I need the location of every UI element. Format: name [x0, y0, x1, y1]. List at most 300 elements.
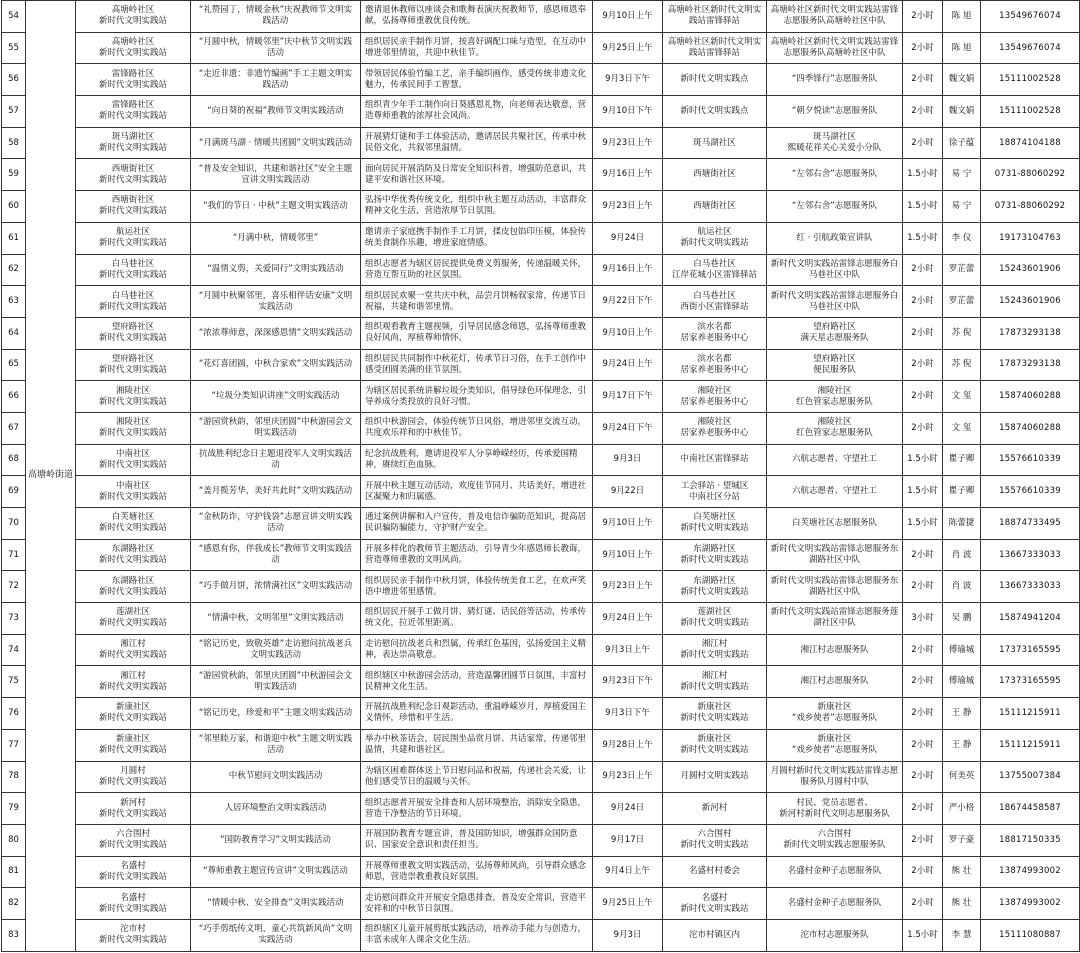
- duration-cell: 2小时: [903, 824, 943, 856]
- duration-cell: 1.5小时: [903, 476, 943, 508]
- team-cell: 沱市村志愿服务队: [767, 919, 903, 951]
- table-row: [2, 793, 1080, 825]
- table-row: [2, 222, 1080, 254]
- phone-cell: 15874941204: [981, 603, 1080, 635]
- unit-cell: 东湖路社区 新时代文明实践站: [76, 571, 191, 603]
- row-number: 75: [2, 666, 26, 698]
- place-cell: 新时代文明实践点: [663, 96, 767, 128]
- unit-cell: 新康社区 新时代文明实践站: [76, 698, 191, 730]
- phone-cell: 15576610339: [981, 444, 1080, 476]
- phone-cell: 0731-88060292: [981, 191, 1080, 223]
- duration-cell: 3小时: [903, 603, 943, 635]
- team-cell: “左邻右舍”志愿服务队: [767, 159, 903, 191]
- time-cell: 9月24日: [593, 793, 663, 825]
- phone-cell: 13667333033: [981, 539, 1080, 571]
- table-row: [2, 539, 1080, 571]
- phone-cell: 15243601906: [981, 286, 1080, 318]
- time-cell: 9月17日下午: [593, 381, 663, 413]
- duration-cell: 2小时: [903, 793, 943, 825]
- contact-cell: 傅瑜城: [943, 634, 981, 666]
- unit-cell: 六合围村 新时代文明实践站: [76, 824, 191, 856]
- place-cell: 东湖路社区 新时代文明实践站: [663, 539, 767, 571]
- phone-cell: 15111080887: [981, 919, 1080, 951]
- team-cell: 红 · 引航政策宣讲队: [767, 222, 903, 254]
- duration-cell: 2小时: [903, 856, 943, 888]
- table-row: [2, 1, 1080, 33]
- duration-cell: 2小时: [903, 64, 943, 96]
- duration-cell: 2小时: [903, 96, 943, 128]
- team-cell: 名盛村金种子志愿服务队: [767, 856, 903, 888]
- unit-cell: 湘江村 新时代文明实践站: [76, 666, 191, 698]
- contact-cell: 吴 鹏: [943, 603, 981, 635]
- phone-cell: 15243601906: [981, 254, 1080, 286]
- time-cell: 9月3日上午: [593, 634, 663, 666]
- row-number: 71: [2, 539, 26, 571]
- table-row: [2, 603, 1080, 635]
- contact-cell: 瞿子卿: [943, 444, 981, 476]
- duration-cell: 2小时: [903, 761, 943, 793]
- phone-cell: 15874060288: [981, 412, 1080, 444]
- time-cell: 9月3日: [593, 919, 663, 951]
- activity-content-cell: 组织辖区中秋游园会活动，营造温馨团圆节日氛围，丰富村民精神文化生活。: [361, 666, 593, 698]
- table-row: [2, 317, 1080, 349]
- duration-cell: 2小时: [903, 254, 943, 286]
- activity-name-cell: 抗战胜利纪念日主题退役军人文明实践活动: [191, 444, 361, 476]
- row-number: 63: [2, 286, 26, 318]
- duration-cell: 1.5小时: [903, 444, 943, 476]
- activity-content-cell: 开展尊师重教文明实践活动，弘扬尊师风尚，引导群众感念师恩，营造崇教重教良好氛围。: [361, 856, 593, 888]
- place-cell: 湘江村 新时代文明实践站: [663, 666, 767, 698]
- table-row: [2, 666, 1080, 698]
- time-cell: 9月23日上午: [593, 127, 663, 159]
- unit-cell: 中南社区 新时代文明实践站: [76, 476, 191, 508]
- row-number: 62: [2, 254, 26, 286]
- activity-name-cell: “月圆中秋，情暖邻里”庆中秋节文明实践活动: [191, 32, 361, 64]
- place-cell: 工会驿站 · 望城区 中南社区分站: [663, 476, 767, 508]
- duration-cell: 1.5小时: [903, 222, 943, 254]
- team-cell: 新时代文明实践站雷锋志愿服务莲湖社区中队: [767, 603, 903, 635]
- phone-cell: 18674458587: [981, 793, 1080, 825]
- place-cell: 新康社区 新时代文明实践站: [663, 698, 767, 730]
- time-cell: 9月28日上午: [593, 729, 663, 761]
- duration-cell: 1.5小时: [903, 508, 943, 540]
- table-row: [2, 888, 1080, 920]
- unit-cell: 航运社区 新时代文明实践站: [76, 222, 191, 254]
- contact-cell: 陈蕾捷: [943, 508, 981, 540]
- table-row: [2, 64, 1080, 96]
- place-cell: 西塘街社区: [663, 191, 767, 223]
- unit-cell: 高塘岭社区 新时代文明实践站: [76, 32, 191, 64]
- contact-cell: 陈 旭: [943, 32, 981, 64]
- phone-cell: 13549676074: [981, 32, 1080, 64]
- activity-name-cell: “花灯喜团圆，中秋合家欢”文明实践活动: [191, 349, 361, 381]
- place-cell: 东湖路社区 新时代文明实践站: [663, 571, 767, 603]
- team-cell: 湘江村志愿服务队: [767, 666, 903, 698]
- activity-content-cell: 走访慰问群众并开展安全隐患排查，普及安全常识，营造平安祥和的中秋节日氛围。: [361, 888, 593, 920]
- table-row: [2, 698, 1080, 730]
- unit-cell: 西塘街社区 新时代文明实践站: [76, 191, 191, 223]
- contact-cell: 何美英: [943, 761, 981, 793]
- team-cell: 新时代文明实践站雷锋志愿服务东湖路社区中队: [767, 571, 903, 603]
- activity-content-cell: 开展抗战胜利纪念日观影活动，重温峥嵘岁月，厚植爱国主义情怀，珍惜和平生活。: [361, 698, 593, 730]
- table-row: [2, 824, 1080, 856]
- duration-cell: 2小时: [903, 888, 943, 920]
- place-cell: 高塘岭社区新时代文明实践站雷锋驿站: [663, 1, 767, 33]
- activity-content-cell: 面向居民开展消防及日常安全知识科普，增强防范意识，共建平安和谐社区环境。: [361, 159, 593, 191]
- activity-name-cell: “垃圾分类知识讲座”文明实践活动: [191, 381, 361, 413]
- row-number: 60: [2, 191, 26, 223]
- time-cell: 9月10日上午: [593, 508, 663, 540]
- table-row: [2, 286, 1080, 318]
- phone-cell: 17373165595: [981, 634, 1080, 666]
- activity-content-cell: 弘扬中华优秀传统文化，组织中秋主题互动活动，丰富群众精神文化生活，营造浓厚节日氛围。: [361, 191, 593, 223]
- table-row: [2, 444, 1080, 476]
- phone-cell: 18817150335: [981, 824, 1080, 856]
- phone-cell: 15111215911: [981, 698, 1080, 730]
- activity-name-cell: “温情义剪，关爱同行”文明实践活动: [191, 254, 361, 286]
- time-cell: 9月23日下午: [593, 666, 663, 698]
- place-cell: 名盛村村委会: [663, 856, 767, 888]
- time-cell: 9月3日下午: [593, 698, 663, 730]
- time-cell: 9月22日下午: [593, 286, 663, 318]
- team-cell: 六航志愿者、守望社工: [767, 444, 903, 476]
- duration-cell: 2小时: [903, 539, 943, 571]
- team-cell: 高塘岭社区新时代文明实践站雷锋志愿服务队高塘岭社区中队: [767, 1, 903, 33]
- time-cell: 9月24日上午: [593, 349, 663, 381]
- unit-cell: 望府路社区 新时代文明实践站: [76, 349, 191, 381]
- unit-cell: 湘陵社区 新时代文明实践站: [76, 412, 191, 444]
- time-cell: 9月24日: [593, 222, 663, 254]
- team-cell: 新时代文明实践站雷锋志愿服务白马巷社区中队: [767, 254, 903, 286]
- place-cell: 湘江村 新时代文明实践站: [663, 634, 767, 666]
- table-row: [2, 508, 1080, 540]
- table-row: [2, 856, 1080, 888]
- duration-cell: 1.5小时: [903, 919, 943, 951]
- activity-content-cell: 开展多样化的教师节主题活动，引导青少年感恩师长教诲，营造尊师重教的文明风尚。: [361, 539, 593, 571]
- time-cell: 9月23日上午: [593, 761, 663, 793]
- place-cell: 月圆村文明实践站: [663, 761, 767, 793]
- place-cell: 莲湖社区 新时代文明实践站: [663, 603, 767, 635]
- contact-cell: 徐子蕴: [943, 127, 981, 159]
- team-cell: 名盛村金种子志愿服务队: [767, 888, 903, 920]
- activity-content-cell: 带领居民体验竹编工艺，亲手编织画作，感受传统非遗文化魅力，传承民间手工智慧。: [361, 64, 593, 96]
- contact-cell: 瞿子卿: [943, 476, 981, 508]
- row-number: 54: [2, 1, 26, 33]
- team-cell: 望府路社区 满天星志愿服务队: [767, 317, 903, 349]
- row-number: 65: [2, 349, 26, 381]
- place-cell: 滨水名都 居家养老服务中心: [663, 317, 767, 349]
- phone-cell: 18874733495: [981, 508, 1080, 540]
- time-cell: 9月16日上午: [593, 254, 663, 286]
- row-number: 56: [2, 64, 26, 96]
- duration-cell: 2小时: [903, 729, 943, 761]
- place-cell: 湘陵社区 居家养老服务中心: [663, 381, 767, 413]
- duration-cell: 2小时: [903, 698, 943, 730]
- contact-cell: 李 仪: [943, 222, 981, 254]
- activity-content-cell: 组织青少年手工制作向日葵感恩礼物，向老师表达敬意，营造尊师重教的浓厚社会风尚。: [361, 96, 593, 128]
- place-cell: 白芙塘社区 新时代文明实践站: [663, 508, 767, 540]
- time-cell: 9月10日上午: [593, 317, 663, 349]
- activity-content-cell: 组织辖区儿童开展剪纸实践活动，培养动手能力与创造力，丰富未成年人课余文化生活。: [361, 919, 593, 951]
- row-number: 76: [2, 698, 26, 730]
- activity-content-cell: 组织居民欢聚一堂共庆中秋，品尝月饼畅叙家常，传递节日祝福，共建和谐邻里情。: [361, 286, 593, 318]
- activity-name-cell: “月圆中秋聚邻里，喜乐相伴话安康”文明实践活动: [191, 286, 361, 318]
- time-cell: 9月23日上午: [593, 191, 663, 223]
- activity-name-cell: “盖月揽芳华，美好共此时”文明实践活动: [191, 476, 361, 508]
- activity-content-cell: 开展国防教育专题宣讲，普及国防知识，增强群众国防意识、国家安全意识和责任担当。: [361, 824, 593, 856]
- phone-cell: 13874993002: [981, 856, 1080, 888]
- time-cell: 9月24日下午: [593, 412, 663, 444]
- table-row: [2, 476, 1080, 508]
- activity-name-cell: 中秋节慰问文明实践活动: [191, 761, 361, 793]
- activity-content-cell: 组织居民亲手制作中秋月饼，体验传统美食工艺，在欢声笑语中增进邻里感情。: [361, 571, 593, 603]
- contact-cell: 罗芷蕾: [943, 254, 981, 286]
- duration-cell: 2小时: [903, 349, 943, 381]
- team-cell: 新时代文明实践站雷锋志愿服务东湖路社区中队: [767, 539, 903, 571]
- activity-name-cell: “游园赏秋韵，邻里庆团圆”中秋游园会文明实践活动: [191, 412, 361, 444]
- activity-content-cell: 组织居民开展手工做月饼、猜灯谜、话民俗等活动，传承传统文化，拉近邻里距离。: [361, 603, 593, 635]
- contact-cell: 魏文娟: [943, 64, 981, 96]
- contact-cell: 肖 波: [943, 539, 981, 571]
- activity-content-cell: 开展中秋主题互动活动，欢度佳节同月、共话美好，增进社区凝聚力和归属感。: [361, 476, 593, 508]
- row-number: 77: [2, 729, 26, 761]
- duration-cell: 2小时: [903, 571, 943, 603]
- activity-content-cell: 为辖区困难群体送上节日慰问品和祝福，传递社会关爱，让他们感受节日的温暖与关怀。: [361, 761, 593, 793]
- activity-name-cell: “礼赞园丁，情暖金秋”庆祝教师节文明实践活动: [191, 1, 361, 33]
- row-number: 82: [2, 888, 26, 920]
- unit-cell: 沱市村 新时代文明实践站: [76, 919, 191, 951]
- team-cell: 新康社区 “戏乡使者”志愿服务队: [767, 729, 903, 761]
- phone-cell: 18874104188: [981, 127, 1080, 159]
- row-number: 81: [2, 856, 26, 888]
- activity-content-cell: 纪念抗战胜利，邀请退役军人分享峥嵘经历，传承爱国精神，赓续红色血脉。: [361, 444, 593, 476]
- activity-name-cell: 人居环境整治文明实践活动: [191, 793, 361, 825]
- activity-content-cell: 走访慰问抗战老兵和烈属，传承红色基因，弘扬爱国主义精神，表达崇高敬意。: [361, 634, 593, 666]
- place-cell: 斑马湖社区: [663, 127, 767, 159]
- activity-name-cell: “巧手做月饼，浓情满社区”文明实践活动: [191, 571, 361, 603]
- duration-cell: 1.5小时: [903, 191, 943, 223]
- activity-table: [1, 0, 1080, 952]
- table-row: [2, 254, 1080, 286]
- phone-cell: 19173104763: [981, 222, 1080, 254]
- row-number: 68: [2, 444, 26, 476]
- table-row: [2, 571, 1080, 603]
- duration-cell: 2小时: [903, 32, 943, 64]
- duration-cell: 1.5小时: [903, 159, 943, 191]
- phone-cell: 13667333033: [981, 571, 1080, 603]
- row-number: 69: [2, 476, 26, 508]
- activity-name-cell: “我们的节日 · 中秋”主题文明实践活动: [191, 191, 361, 223]
- contact-cell: 文 玺: [943, 412, 981, 444]
- row-number: 59: [2, 159, 26, 191]
- team-cell: 新时代文明实践站雷锋志愿服务白马巷社区中队: [767, 286, 903, 318]
- place-cell: 西塘街社区: [663, 159, 767, 191]
- row-number: 83: [2, 919, 26, 951]
- activity-content-cell: 为辖区居民系统讲解垃圾分类知识，倡导绿色环保理念，引导养成分类投放的良好习惯。: [361, 381, 593, 413]
- contact-cell: 易 宁: [943, 159, 981, 191]
- activity-name-cell: “国防教育学习”文明实践活动: [191, 824, 361, 856]
- time-cell: 9月23日上午: [593, 571, 663, 603]
- duration-cell: 2小时: [903, 666, 943, 698]
- contact-cell: 苏 倪: [943, 349, 981, 381]
- contact-cell: 罗子豪: [943, 824, 981, 856]
- team-cell: 村民、党员志愿者、 新河村新时代文明志愿服务队: [767, 793, 903, 825]
- phone-cell: 17373165595: [981, 666, 1080, 698]
- duration-cell: 2小时: [903, 317, 943, 349]
- row-number: 64: [2, 317, 26, 349]
- table-row: [2, 127, 1080, 159]
- phone-cell: 15111002528: [981, 64, 1080, 96]
- table-row: [2, 919, 1080, 951]
- activity-name-cell: “普及安全知识，共建和谐社区”安全主题宣讲文明实践活动: [191, 159, 361, 191]
- activity-content-cell: 邀请退休教师以座谈会和歌舞表演庆祝教师节，感恩师恩奉献，弘扬尊师重教优良传统。: [361, 1, 593, 33]
- contact-cell: 罗芷蕾: [943, 286, 981, 318]
- place-cell: 六合围村 新时代文明实践站: [663, 824, 767, 856]
- unit-cell: 望府路社区 新时代文明实践站: [76, 317, 191, 349]
- table-row: [2, 96, 1080, 128]
- team-cell: 六航志愿者、守望社工: [767, 476, 903, 508]
- table-row: [2, 381, 1080, 413]
- unit-cell: 斑马湖社区 新时代文明实践站: [76, 127, 191, 159]
- table-row: [2, 32, 1080, 64]
- table-row: [2, 349, 1080, 381]
- contact-cell: 傅瑜城: [943, 666, 981, 698]
- unit-cell: 白马巷社区 新时代文明实践站: [76, 286, 191, 318]
- team-cell: “朝夕悦读”志愿服务队: [767, 96, 903, 128]
- row-number: 70: [2, 508, 26, 540]
- contact-cell: 熊 壮: [943, 888, 981, 920]
- row-number: 72: [2, 571, 26, 603]
- phone-cell: 15874060288: [981, 381, 1080, 413]
- table-row: [2, 412, 1080, 444]
- activity-content-cell: 组织志愿者为辖区居民提供免费义剪服务，传递温暖关怀，营造互帮互助的社区氛围。: [361, 254, 593, 286]
- place-cell: 新河村: [663, 793, 767, 825]
- time-cell: 9月17日: [593, 824, 663, 856]
- duration-cell: 2小时: [903, 412, 943, 444]
- contact-cell: 熊 壮: [943, 856, 981, 888]
- place-cell: 滨水名都 居家养老服务中心: [663, 349, 767, 381]
- team-cell: 白芙塘社区志愿服务队: [767, 508, 903, 540]
- activity-name-cell: “游园赏秋韵，邻里庆团圆”中秋游园会文明实践活动: [191, 666, 361, 698]
- team-cell: 高塘岭社区新时代文明实践站雷锋志愿服务队高塘岭社区中队: [767, 32, 903, 64]
- contact-cell: 陈 旭: [943, 1, 981, 33]
- row-number: 74: [2, 634, 26, 666]
- place-cell: 新康社区 新时代文明实践站: [663, 729, 767, 761]
- duration-cell: 2小时: [903, 286, 943, 318]
- team-cell: 望府路社区 便民服务队: [767, 349, 903, 381]
- time-cell: 9月16日上午: [593, 159, 663, 191]
- time-cell: 9月4日上午: [593, 856, 663, 888]
- table-row: [2, 761, 1080, 793]
- unit-cell: 莲湖社区 新时代文明实践站: [76, 603, 191, 635]
- phone-cell: 17873293138: [981, 317, 1080, 349]
- place-cell: 沱市村镇区内: [663, 919, 767, 951]
- team-cell: 新康社区 “戏乡使者”志愿服务队: [767, 698, 903, 730]
- contact-cell: 王 静: [943, 729, 981, 761]
- activity-content-cell: 组织居民共同制作中秋花灯，传承节日习俗，在手工创作中感受团圆美满的佳节氛围。: [361, 349, 593, 381]
- place-cell: 新时代文明实践点: [663, 64, 767, 96]
- time-cell: 9月25日上午: [593, 32, 663, 64]
- team-cell: 湘陵社区 红色管家志愿服务队: [767, 381, 903, 413]
- team-cell: 湘江村志愿服务队: [767, 634, 903, 666]
- activity-content-cell: 组织观看教育主题视频，引导居民感念师恩，弘扬尊师重教良好风尚，厚植尊师情怀。: [361, 317, 593, 349]
- time-cell: 9月10日下午: [593, 96, 663, 128]
- activity-name-cell: “月满斑马湖 · 情暖共团圆”文明实践活动: [191, 127, 361, 159]
- unit-cell: 东湖路社区 新时代文明实践站: [76, 539, 191, 571]
- team-cell: “左邻右舍”志愿服务队: [767, 191, 903, 223]
- duration-cell: 2小时: [903, 634, 943, 666]
- contact-cell: 易 宁: [943, 191, 981, 223]
- activity-name-cell: “邻里睦万家，和谐迎中秋”主题文明实践活动: [191, 729, 361, 761]
- time-cell: 9月22日: [593, 476, 663, 508]
- activity-content-cell: 组织志愿者开展安全排查和人居环境整治，消除安全隐患，营造干净整洁的节日环境。: [361, 793, 593, 825]
- activity-name-cell: “向日葵的祝福”教师节文明实践活动: [191, 96, 361, 128]
- place-cell: 白马巷社区 江岸花城小区雷锋驿站: [663, 254, 767, 286]
- unit-cell: 名盛村 新时代文明实践站: [76, 888, 191, 920]
- contact-cell: 肖 波: [943, 571, 981, 603]
- time-cell: 9月24日上午: [593, 603, 663, 635]
- unit-cell: 湘江村 新时代文明实践站: [76, 634, 191, 666]
- phone-cell: 13755007384: [981, 761, 1080, 793]
- time-cell: 9月3日下午: [593, 64, 663, 96]
- activity-name-cell: “铭记历史，珍爱和平”主题文明实践活动: [191, 698, 361, 730]
- unit-cell: 月圆村 新时代文明实践站: [76, 761, 191, 793]
- phone-cell: 13549676074: [981, 1, 1080, 33]
- place-cell: 中南社区雷锋驿站: [663, 444, 767, 476]
- activity-name-cell: “巧手剪纸传文明，童心共筑新风尚”文明实践活动: [191, 919, 361, 951]
- row-number: 55: [2, 32, 26, 64]
- activity-content-cell: 举办中秋茶话会，居民围坐品赏月饼、共话家常，传递邻里温情，共建和谐社区。: [361, 729, 593, 761]
- duration-cell: 2小时: [903, 127, 943, 159]
- contact-cell: 魏文娟: [943, 96, 981, 128]
- row-number: 57: [2, 96, 26, 128]
- time-cell: 9月10日上午: [593, 539, 663, 571]
- unit-cell: 白芙塘社区 新时代文明实践站: [76, 508, 191, 540]
- activity-content-cell: 组织居民亲手制作月饼，按喜好调配口味与造型，在互动中增进邻里情谊，共迎中秋佳节。: [361, 32, 593, 64]
- table-row: [2, 191, 1080, 223]
- activity-name-cell: “金秋防诈，守护钱袋”志愿宣讲文明实践活动: [191, 508, 361, 540]
- unit-cell: 西塘街社区 新时代文明实践站: [76, 159, 191, 191]
- phone-cell: 17873293138: [981, 349, 1080, 381]
- phone-cell: 15111002528: [981, 96, 1080, 128]
- activity-name-cell: “铭记历史，致敬英雄”走访慰问抗战老兵文明实践活动: [191, 634, 361, 666]
- activity-name-cell: “尊师重教主题宣传宣讲”文明实践活动: [191, 856, 361, 888]
- contact-cell: 王 静: [943, 698, 981, 730]
- place-cell: 名盛村 新时代文明实践站: [663, 888, 767, 920]
- activity-table-body: [2, 1, 1080, 952]
- activity-name-cell: “情暖中秋、安全排查”文明实践活动: [191, 888, 361, 920]
- activity-name-cell: “月满中秋，情暖邻里”: [191, 222, 361, 254]
- contact-cell: 严小格: [943, 793, 981, 825]
- phone-cell: 15111215911: [981, 729, 1080, 761]
- activity-content-cell: 组织中秋游园会，体验传统节日风俗，增进邻里交流互动，共度欢乐祥和的中秋佳节。: [361, 412, 593, 444]
- activity-name-cell: “感恩有你，伴我成长”教师节文明实践活动: [191, 539, 361, 571]
- unit-cell: 名盛村 新时代文明实践站: [76, 856, 191, 888]
- row-number: 78: [2, 761, 26, 793]
- table-row: [2, 729, 1080, 761]
- phone-cell: 15576610339: [981, 476, 1080, 508]
- contact-cell: 苏 倪: [943, 317, 981, 349]
- time-cell: 9月25日上午: [593, 888, 663, 920]
- row-number: 73: [2, 603, 26, 635]
- team-cell: 六合围村 新时代文明实践志愿服务队: [767, 824, 903, 856]
- row-number: 58: [2, 127, 26, 159]
- activity-content-cell: 开展猜灯谜和手工体验活动，邀请居民共聚社区，传承中秋民俗文化，共叙邻里温情。: [361, 127, 593, 159]
- unit-cell: 湘陵社区 新时代文明实践站: [76, 381, 191, 413]
- place-cell: 湘陵社区 居家养老服务中心: [663, 412, 767, 444]
- unit-cell: 新康社区 新时代文明实践站: [76, 729, 191, 761]
- duration-cell: 2小时: [903, 1, 943, 33]
